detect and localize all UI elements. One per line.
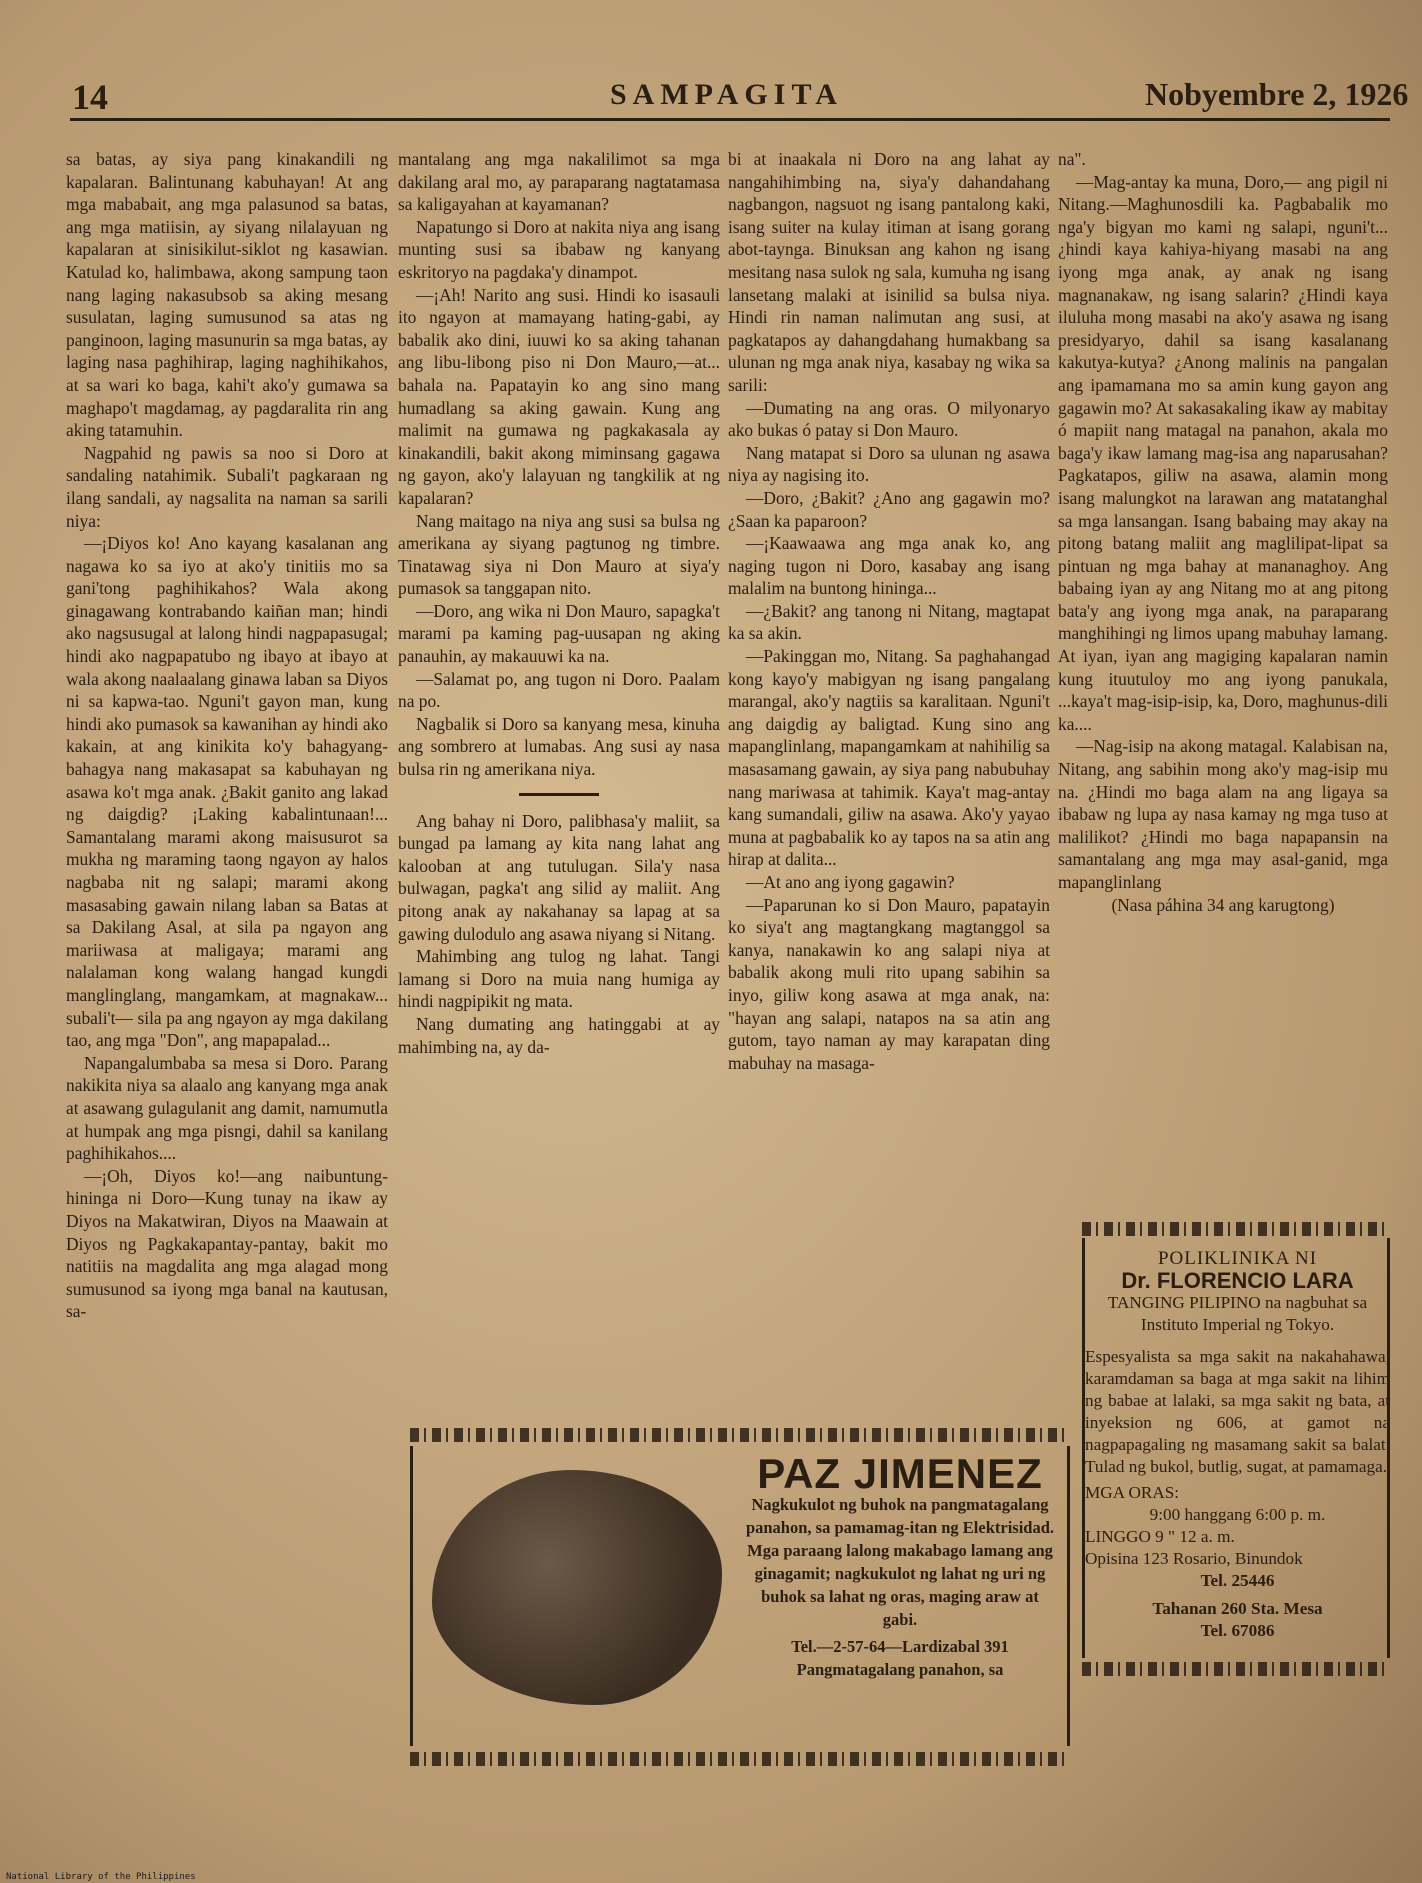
paragraph: —¿Bakit? ang tanong ni Nitang, magtapat ka sa akin. [728, 600, 1050, 644]
library-credit: National Library of the Philippines [6, 1872, 196, 1882]
paragraph: —Nag-isip na akong matagal. Kalabisan na, Nitang, ang sabihin mong ako'y mag-isip mu na. ¿Hindi mo baga alam na ang ligaya sa ibabaw ng lupa ay nasa kamay ng mga tuso at malilikot? ¿Hindi mo baga napapansin na samantalang ang mga may asal-ganid, mga mapanglinlang [1058, 736, 1388, 892]
paragraph: —Paparunan ko si Don Mauro, papatayin ko siya't ang magtangkang magtanggol sa kanya, nanakawin ko ang salapi niya at babalik akong muli rito upang sabihin sa inyo, giliw kong asawa at mga anak, na: "hayan ang salapi, natapos na sa atin ang gutom, tayo naman ay may karapatan ding mabuhay na masaga- [728, 894, 1050, 1073]
clinic-sunday-hours: LINGGO 9 " 12 a. m. [1085, 1527, 1235, 1546]
page-header [0, 60, 1422, 120]
paragraph: sa batas, ay siya pang kinakandili ng kapalaran. Balintunang kabuhayan! At ang mga mababait, ang mga palasunod sa batas, ang mga matiisin, ay siyang nilalayuan ng kapalaran at sinisikilut-siklot ng kasawian. Katulad ko, halimbawa, akong sampung taon nang laging nakasubsob sa aking mesang susulatan, laging sumusunod sa atas ng panginoon, laging masunurin sa mga batas, ay laging nasa paghihirap, laging naghihikahos, at sa wari ko baga, kahi't ako'y gumawa sa maghapo't magdamag, ay pagdaralita rin ang aking tatamuhin. [66, 149, 388, 441]
column-3 [728, 148, 1050, 1074]
paragraph: —¡Diyos ko! Ano kayang kasalanan ang nagawa ko sa iyo at ako'y tinitiis mo sa gani'tong paghihikahos? Wala akong ginagawang kontrabando kaiñan man; hindi ako nagsusugal at lalong hindi nagpapasugal; hindi ako nagpapatubo ng ibayo at ibayo at wala akong naalaalang ginawa laban sa Diyos ni sa kapwa-tao. Nguni't gayon man, kung hindi ako pumasok sa kawanihan ay hindi ako kakain, at ang kinikita ko'y bahagyang-bahagya nang makasapat sa kabuhayan ng asawa ko't mga anak. ¿Bakit ganito ang lakad ng daigdig? ¡Laking kabalintunaan!... Samantalang marami akong maisusurot sa mukha ng maraming taong ngayon ay halos nagbaba nit ng salapi; marami akong masasabing gawain nilang laban sa Batas at sa Dakilang Asal, at sila pa ngayon ang mariiwasa at maligaya; marami ang nalalaman kong walang hangad kungdi manglinglang, mangamkam, at magnakaw... subali't— sila pa ang ngayon ay mga dakilang tao, ang mga "Don", ang mapapalad... [66, 533, 388, 1051]
paragraph: Nang matapat si Doro sa ulunan ng asawa niya ay nagising ito. [728, 442, 1050, 486]
clinic-office: Opisina 123 Rosario, Binundok [1085, 1549, 1303, 1568]
salon-ad-title: PAZ JIMENEZ [757, 1450, 1043, 1497]
paragraph: —¡Kaawaawa ang mga anak ko, ang naging tugon ni Doro, kasabay ang isang malalim na buntong hininga... [728, 533, 1050, 599]
column-2 [398, 148, 720, 1058]
ornament-border [410, 1428, 1070, 1442]
paragraph: mantalang ang mga nakalilimot sa mga dakilang aral mo, ay paraparang nagtatamasa sa kaligayahan at kayamanan? [398, 149, 720, 215]
paragraph: na". [1058, 149, 1086, 169]
paragraph: —At ano ang iyong gagawin? [746, 872, 955, 892]
paragraph: Napangalumbaba sa mesa si Doro. Parang nakikita niya sa alaalo ang kanyang mga anak at asawang gulagulanit ang damit, namumutla at humpak ang mga pisngi, dahil sa kanilang paghihikahos.... [66, 1052, 388, 1164]
salon-ad-footer: Pangmatagalang panahon, sa [796, 1660, 1004, 1679]
page-number: 14 [72, 77, 108, 117]
clinic-doctor-name: Dr. FLORENCIO LARA [1121, 1268, 1354, 1293]
clinic-home-tel: Tel. 67086 [1200, 1621, 1275, 1640]
paragraph: —¡Ah! Narito ang susi. Hindi ko isasauli ito ngayon at mamayang hating-gabi, ay babalik ako dini, iuuwi ko sa aking tahanan ang libu-libong piso ni Don Mauro,—at... bahala na. Papatayin ko ang sino mang humadlang sa aking gawain. Kung ang malimit na gumawa ng pagkakasala ay kinakandili, bakit akong miminsang gagawa ng gayon, ako'y lalayuan ng tangkilik at ng kapalaran? [398, 284, 720, 508]
column-4 [1058, 148, 1388, 916]
paragraph: —Doro, ¿Bakit? ¿Ano ang gagawin mo? ¿Saan ka paparoon? [728, 487, 1050, 531]
section-separator [519, 793, 599, 796]
salon-ad-body: Nagkukulot ng buhok na pangmatagalang panahon, sa pamamag-itan ng Elektrisidad. Mga paraang lalong makabago lamang ang ginagamit; nagkukulot ng lahat ng uri ng buhok sa lahat ng oras, maging araw at gabi. [745, 1495, 1055, 1629]
ornament-border [410, 1752, 1070, 1766]
ad-border [410, 1446, 413, 1746]
paragraph: —Dumating na ang oras. O milyonaryo ako bukas ó patay si Don Mauro. [728, 397, 1050, 441]
paragraph: —Mag-antay ka muna, Doro,— ang pigil ni Nitang.—Maghunosdili ka. Pagbabalik mo nga'y bigyan mo kami ng salapi, nguni't... ¿hindi kaya kahiya-hiyang masabi na ang iyong mga anak, ay anak ng isang magnanakaw, ng isang salarin? ¿Hindi kaya iluluha mong masabi na ako'y asawa ng isang presidyaryo, dahil sa isang kasalanang kakutya-kutya? ¿Anong malinis na pangalan ang ipamamana mo sa amin kung gayon ang gagawin mo? At sakasakaling ikaw ay mabitay ó mapiit nang matagal na panahon, akala mo baga'y ikaw lamang mag-isa ang naparusahan? Pagkatapos, giliw na asawa, alamin mong isang malungkot na larawan ang matatanghal sa mga lansangan. Isang babaing may akay na pitong batang maliit ang maglilipat-lipat sa pintuan ng mga bahay at mananaghoy. Ang babaing iyan ay ang Nitang mo at ang pitong bata'y ang iyong mga anak, na paraparang manghihingi ng limos upang mabuhay lamang. At iyan, iyan ang magiging kapalaran namin kung ituutuloy mo ang iyong panukala, ...kaya't mag-isip-isip, ka, Doro, maghunus-dili ka.... [1058, 171, 1388, 734]
paragraph: —Doro, ang wika ni Don Mauro, sapagka't marami pa kaming pag-uusapan ng aking panauhin, ay makauuwi ka na. [398, 600, 720, 667]
continued-note: (Nasa páhina 34 ang karugtong) [1111, 894, 1335, 915]
clinic-services: Espesyalista sa mga sakit na nakahahawa, karamdaman sa baga at mga sakit na lihim ng babae at lalaki, sa mga sakit ng bata, at inyeksion ng 606, at gamot na nagpapagaling ng masamang sakit sa balat. Tulad ng bukol, butlig, sugat, at pamamaga. [1085, 1347, 1390, 1476]
paragraph: Nang maitago na niya ang susi sa bulsa ng amerikana ay siyang pagtunog ng timbre. Tinatawag siya ni Don Mauro at siya'y pumasok sa tanggapan nito. [398, 510, 720, 599]
paragraph: Mahimbing ang tulog ng lahat. Tangi lamang si Doro na muia nang humiga ay hindi nagpipikit ng mata. [398, 946, 720, 1012]
salon-ad-tel: Tel.—2-57-64—Lardizabal 391 [791, 1637, 1009, 1656]
paragraph: Napatungo si Doro at nakita niya ang isang munting susi sa ibabaw ng kanyang eskritoryo na pagdaka'y dinampot. [398, 216, 720, 282]
ad-illustration [432, 1470, 722, 1705]
paragraph: Nagbalik si Doro sa kanyang mesa, kinuha ang sombrero at lumabas. Ang susi ay nasa bulsa rin ng amerikana niya. [398, 713, 720, 780]
masthead-title: SAMPAGITA [610, 78, 843, 111]
ornament-border [1082, 1222, 1387, 1236]
salon-ad [745, 1450, 1055, 1681]
clinic-heading: POLIKLINIKA NI [1157, 1248, 1318, 1269]
clinic-hours: 9:00 hanggang 6:00 p. m. [1149, 1505, 1326, 1524]
paragraph: Ang bahay ni Doro, palibhasa'y maliit, sa bungad pa lamang ay kita nang lahat ang kalooban at ang tutulugan. Sila'y nasa bulwagan, pagka't ang silid ay maliit. Ang pitong anak ay nakahanay sa lapag at sa gawing dulodulo ang asawa niyang si Nitang. [398, 810, 720, 944]
paragraph: —Salamat po, ang tugon ni Doro. Paalam na po. [398, 668, 720, 712]
paragraph: bi at inaakala ni Doro na ang lahat ay nangahihimbing na, siya'y dahandahang nagbangon, nagsuot ng isang pantalong kaki, isang suiter na kulay itiman at isang gorang abot-taynga. Binuksan ang kahon ng isang mesitang nasa sulok ng sala, kumuha ng isang lansetang malaki at isinilid sa bulsa niya. Hindi rin naman nalimutan ang susi, at pagkatapos ay dahangdahang humakbang sa ulunan ng mga anak niya, kasabay ng wika sa sarili: [728, 149, 1050, 395]
header-rule [70, 118, 1390, 121]
clinic-home: Tahanan 260 Sta. Mesa [1152, 1599, 1323, 1618]
paragraph: —Pakinggan mo, Nitang. Sa paghahangad kong kayo'y mabigyan ng isang pangalang marangal, ako'y nagtiis sa karalitaan. Nguni't ang daigdig ay baligtad. Kung sino ang mapanglinlang, mapangamkam at nahihilig sa masasamang gawain, ay siya pang nabubuhay nang mariwasa at tahimik. Kaya't mag-antay kang sumandali, giliw na asawa. Ako'y yayao muna at pagbabalik ko ay tapos na sa atin ang hirap at dalita... [728, 646, 1050, 870]
paragraph: Nang dumating ang hatinggabi at ay mahimbing na, ay da- [398, 1013, 720, 1057]
clinic-origin: TANGING PILIPINO na nagbuhat sa Instituto Imperial ng Tokyo. [1107, 1293, 1368, 1334]
paragraph: Nagpahid ng pawis sa noo si Doro at sandaling natahimik. Subali't pagkaraan ng ilang sandali, ay nagsalita na naman sa sarili niya: [66, 442, 388, 531]
ad-border [1067, 1446, 1070, 1746]
clinic-ad [1085, 1248, 1390, 1642]
issue-date: Nobyembre 2, 1926 [1145, 76, 1409, 112]
clinic-hours-label: MGA ORAS: [1085, 1483, 1180, 1502]
clinic-office-tel: Tel. 25446 [1200, 1571, 1275, 1590]
ornament-border [1082, 1662, 1387, 1676]
paragraph: —¡Oh, Diyos ko!—ang naibuntung-hininga ni Doro—Kung tunay na ikaw ay Diyos na Makatwiran, Diyos na Maawain at Diyos ng Pagkakapantay-pantay, bakit mo natitiis na magdalita ang mga alagad mong sumusunod sa iyong mga banal na kautusan, sa- [66, 1165, 388, 1322]
column-1 [66, 148, 388, 1323]
